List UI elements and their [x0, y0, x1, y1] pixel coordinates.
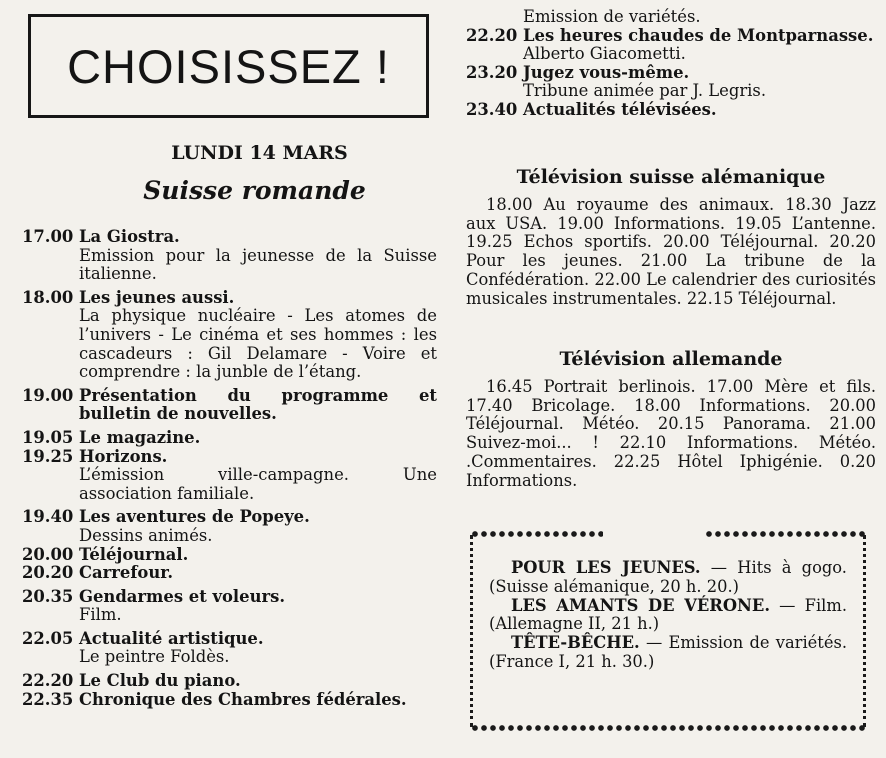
- entry-title: Le magazine.: [79, 427, 201, 447]
- entry-desc: La physique nucléaire - Les atomes de l’univers - Le cinéma et ses hommes : les cascadeurs : Gil Delamare - Voire et comprendre : la junble de l’étang.: [79, 306, 437, 382]
- program-entry: [22, 228, 437, 284]
- highlight-item: [489, 597, 847, 635]
- program-entry: [466, 101, 876, 120]
- entry-desc: Dessins animés.: [79, 525, 213, 545]
- entry-time: 22.20: [22, 671, 74, 691]
- program-entry: [466, 8, 876, 27]
- program-entry: [466, 27, 876, 64]
- entry-time: 20.35: [22, 586, 74, 606]
- program-entry: [22, 387, 437, 424]
- highlight-title: LES AMANTS DE VÉRONE.: [511, 595, 770, 615]
- entry-time: 18.00: [22, 287, 74, 307]
- program-entry: [22, 564, 437, 583]
- entry-title: Actualité artistique.: [79, 628, 264, 648]
- entry-desc: Le peintre Foldès.: [79, 647, 230, 667]
- decorative-border-bottom: [470, 723, 866, 733]
- entry-title: Le Club du piano.: [79, 671, 241, 691]
- entry-title: Téléjournal.: [79, 544, 189, 564]
- highlight-desc: — Hits à gogo. (Suisse alémanique, 20 h. 20.): [489, 558, 847, 596]
- highlights-box: [470, 535, 866, 727]
- highlight-desc: — Emission de variétés. (France I, 21 h. 30.): [489, 633, 847, 671]
- program-entry: [22, 588, 437, 625]
- entry-time: 20.00: [22, 544, 74, 564]
- continued-program: [466, 8, 876, 120]
- entry-time: 22.05: [22, 628, 74, 648]
- entry-time: 20.20: [22, 563, 74, 583]
- entry-desc: L’émission ville-campagne. Une association familiale.: [79, 465, 437, 503]
- program-entry: [466, 64, 876, 101]
- banner-box: [28, 14, 429, 118]
- alemanique-text: 18.00 Au royaume des animaux. 18.30 Jazz aux USA. 19.00 Informations. 19.05 L’antenne. 19.25 Echos sportifs. 20.00 Téléjournal. 20.20 Pour les jeunes. 21.00 La tribune de la Confédération. 22.00 Le calendrier des curiosités musicales instrumentales. 22.15 Téléjournal.: [466, 195, 876, 308]
- channel-heading: Suisse romande: [143, 176, 366, 205]
- program-entry: [22, 448, 437, 504]
- program-list: [22, 228, 437, 709]
- program-entry: [22, 429, 437, 448]
- entry-time: 19.40: [22, 507, 74, 527]
- entry-time: 22.35: [22, 689, 74, 709]
- entry-desc: Tribune animée par J. Legris.: [523, 81, 767, 101]
- entry-time: 23.20: [466, 62, 518, 82]
- highlight-title: TÊTE-BÊCHE.: [511, 633, 640, 653]
- entry-desc: Emission de variétés.: [523, 7, 701, 26]
- highlight-desc: — Film. (Allemagne II, 21 h.): [489, 595, 847, 634]
- program-entry: [22, 691, 437, 710]
- entry-title: Actualités télévisées.: [523, 99, 717, 119]
- entry-time: 19.05: [22, 427, 74, 447]
- banner-title: CHOISISSEZ !: [67, 39, 390, 93]
- allemande-heading: Télévision allemande: [559, 348, 783, 370]
- entry-time: 19.25: [22, 446, 74, 466]
- entry-title: Les aventures de Popeye.: [79, 507, 310, 527]
- highlight-item: [489, 559, 847, 597]
- alemanique-heading: Télévision suisse alémanique: [516, 166, 826, 188]
- program-entry: [22, 672, 437, 691]
- entry-title: Présentation du programme et bulletin de nouvelles.: [79, 385, 437, 424]
- entry-time: 17.00: [22, 227, 74, 246]
- entry-title: Jugez vous-même.: [523, 62, 690, 82]
- entry-title: Carrefour.: [79, 563, 174, 583]
- entry-title: Les jeunes aussi.: [79, 287, 235, 307]
- entry-title: Horizons.: [79, 446, 168, 466]
- alemanique-listing: [466, 196, 876, 308]
- allemande-listing: [466, 378, 876, 490]
- entry-time: [466, 8, 523, 27]
- program-entry: [22, 546, 437, 565]
- program-entry: [22, 630, 437, 667]
- entry-time: 22.20: [466, 25, 518, 45]
- date-heading: LUNDI 14 MARS: [171, 142, 348, 164]
- allemande-text: 16.45 Portrait berlinois. 17.00 Mère et fils. 17.40 Bricolage. 18.00 Informations. 20.00 Téléjournal. Météo. 20.15 Panorama. 21.00 Suivez-moi... ! 22.10 Informations. Météo. .Commentaires. 22.25 Hôtel Iphigénie. 0.20 Informations.: [466, 377, 876, 490]
- entry-title: Chronique des Chambres fédérales.: [79, 689, 407, 709]
- highlight-item: [489, 634, 847, 672]
- highlight-title: POUR LES JEUNES.: [511, 558, 701, 577]
- entry-desc: Film.: [79, 605, 122, 625]
- entry-title: Gendarmes et voleurs.: [79, 586, 286, 606]
- program-entry: [22, 508, 437, 545]
- entry-desc: Emission pour la jeunesse de la Suisse italienne.: [79, 245, 437, 284]
- entry-time: 19.00: [22, 385, 74, 405]
- entry-title: Les heures chaudes de Montparnasse.: [523, 25, 874, 45]
- program-entry: [22, 289, 437, 382]
- entry-title: La Giostra.: [79, 227, 180, 246]
- entry-desc: Alberto Giacometti.: [523, 44, 686, 64]
- entry-time: 23.40: [466, 99, 518, 119]
- highlights-text: [489, 559, 847, 672]
